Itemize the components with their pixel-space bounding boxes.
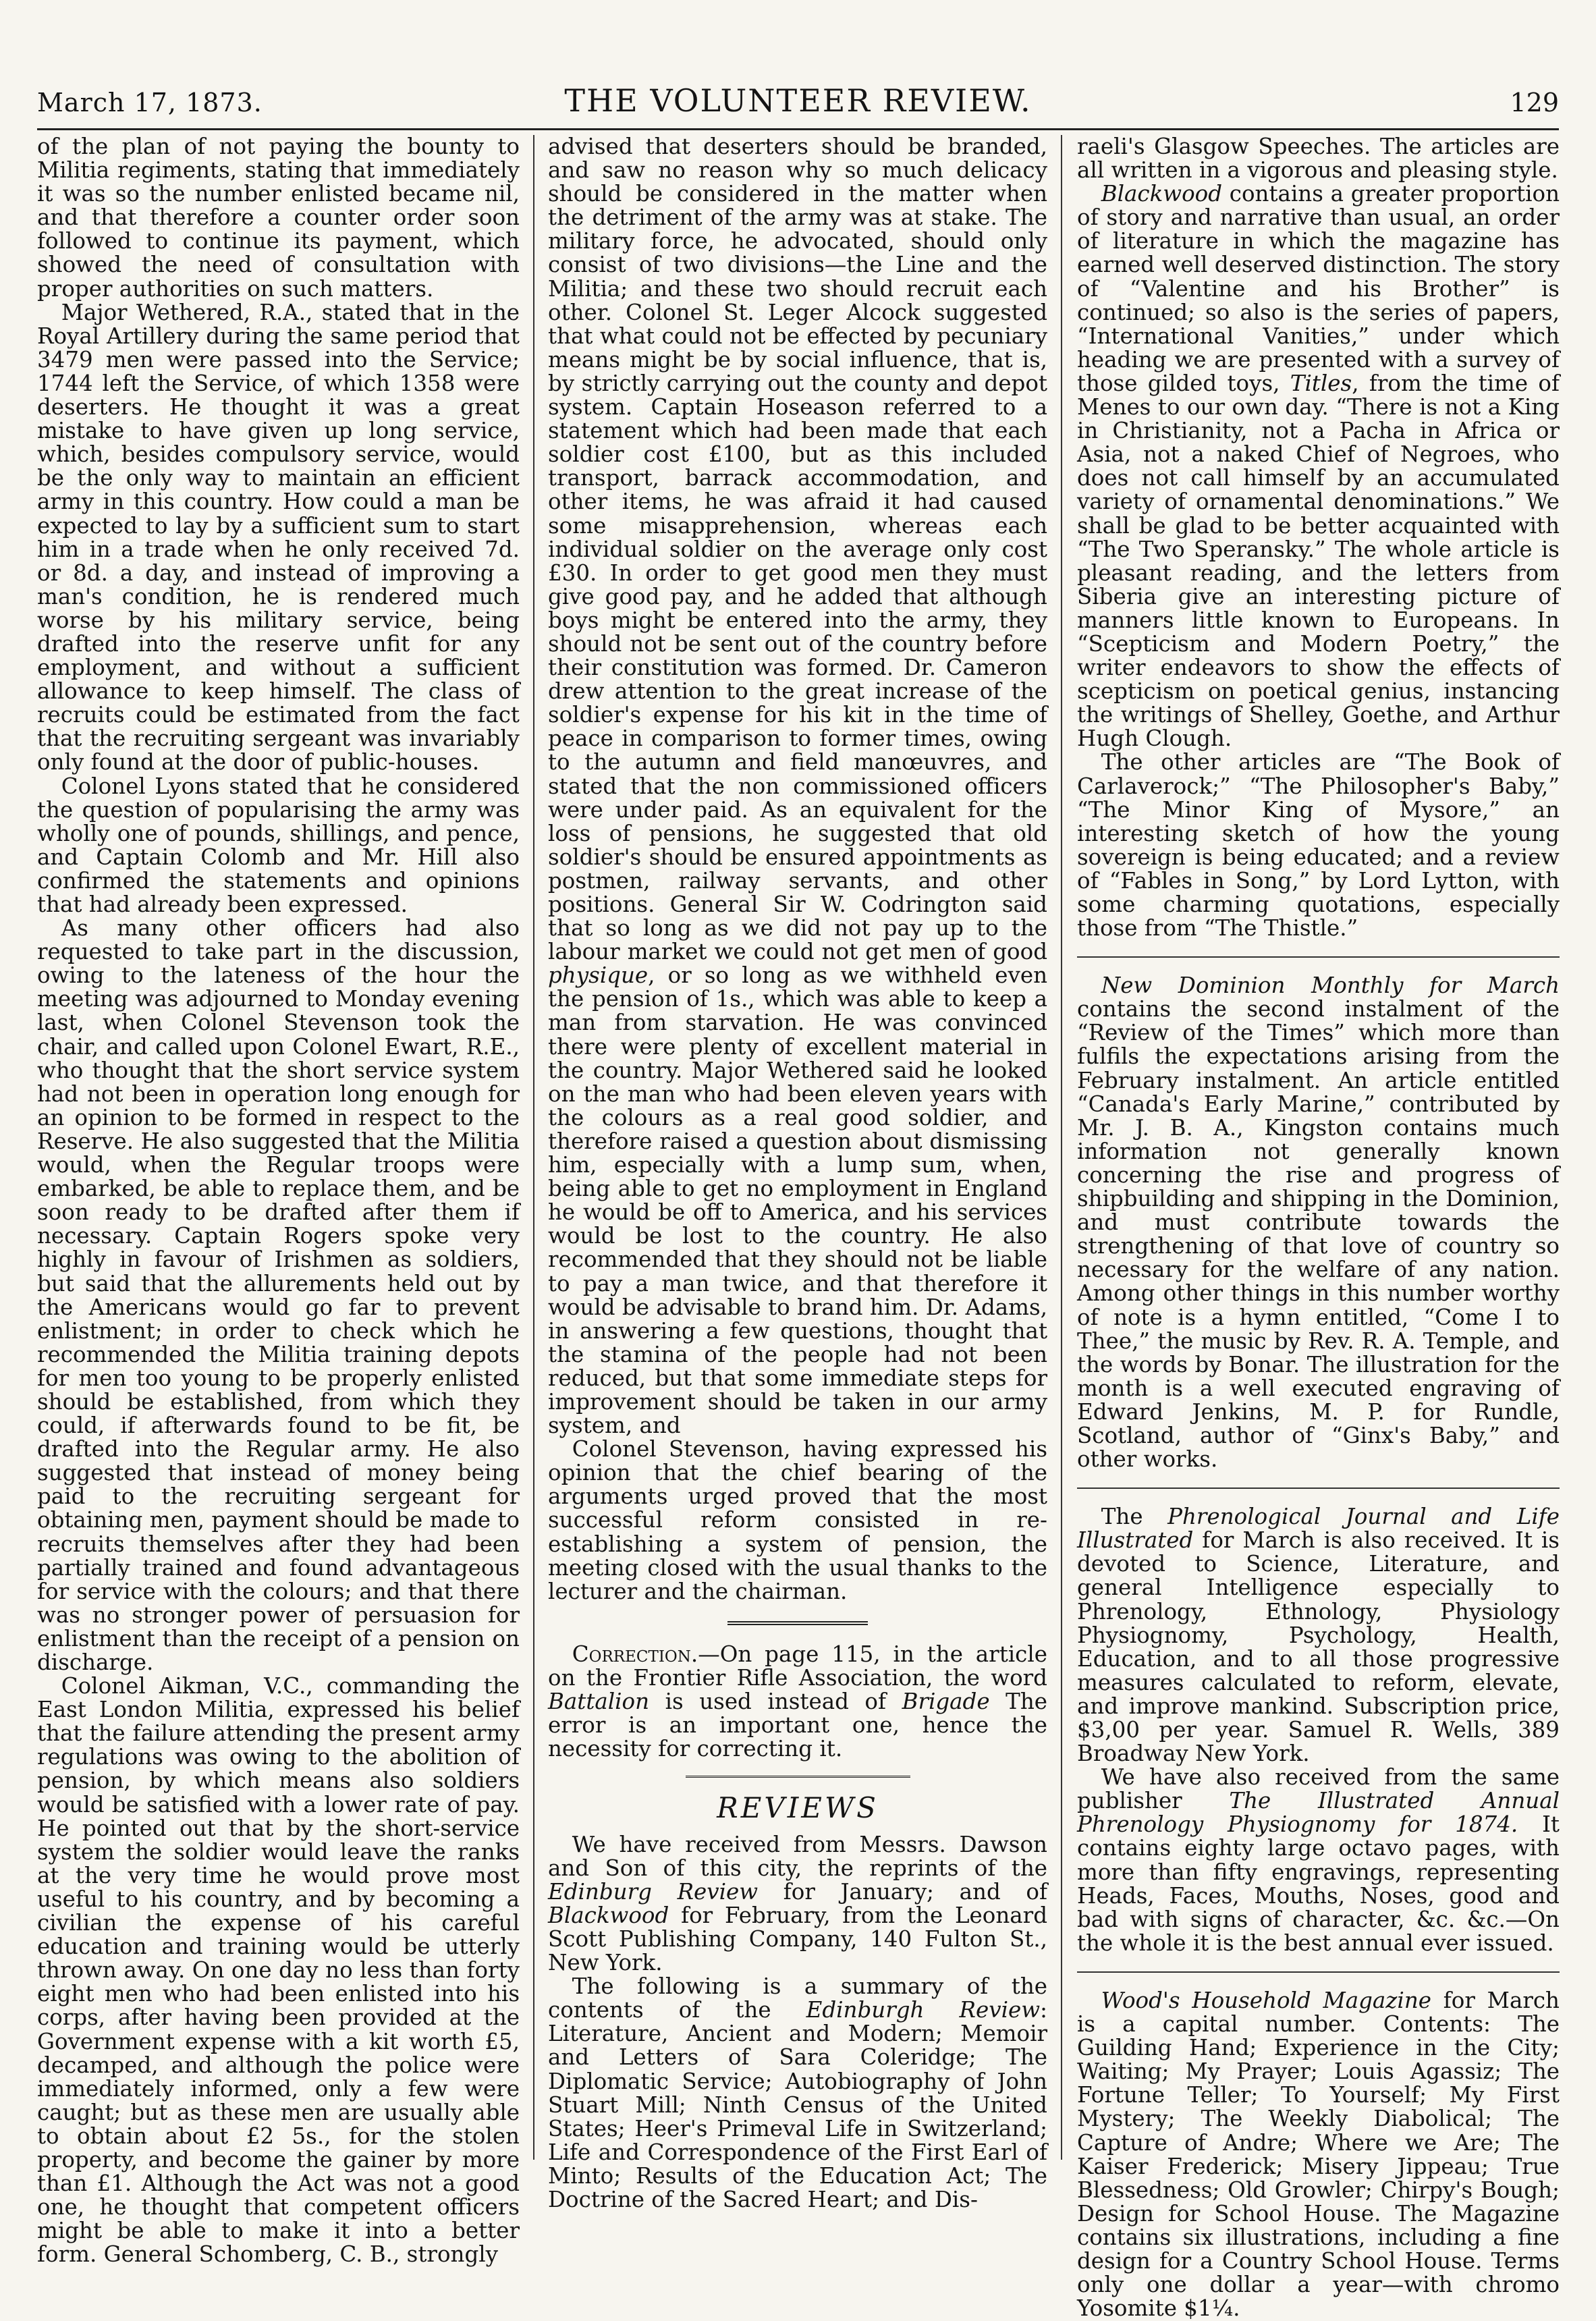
page-number: 129 — [1510, 88, 1559, 117]
correction-notice: Correction.—On page 115, in the article on the Frontier Rifle Association, the word Battalion is used instead of Brigade The error is an important one, hence the necessity for correcting it. — [548, 1641, 1047, 1762]
column-1 — [37, 134, 520, 2268]
header-rule — [37, 128, 1559, 130]
paragraph: Blackwood contains a greater proportion of story and narrative than usual, an order of literature in which the magazine has earned well deserved distinction. The story of “Valentine and his Brother” is continued; so also is the series of papers, “International Vanities,” under which heading we are presented with a survey of those gilded toys, Titles, from the time of Menes to our own day. “There is not a King in Christianity, not a Pacha in Africa or Asia, not a naked Chief of Negroes, who does not call himself by an accumulated variety of ornamental denominations.” We shall be glad to be better acquainted with “The Two Speransky.” The whole article is pleasant reading, and the letters from Siberia give an interesting picture of manners little known to Europeans. In “Scepticism and Modern Poetry,” the writer endeavors to show the effects of scepticism on poetical genius, instancing the writings of Shelley, Goethe, and Arthur Hugh Clough. — [1077, 181, 1560, 752]
section-separator — [727, 1621, 867, 1625]
reviews-heading: REVIEWS — [717, 1791, 879, 1825]
publication-title: THE VOLUNTEER REVIEW. — [564, 82, 1032, 119]
column-divider — [533, 135, 534, 2160]
page-header — [37, 82, 1559, 130]
column-divider — [1061, 135, 1062, 2160]
paragraph: We have received from Messrs. Dawson and Son of this city, the reprints of the Edinburg Review for January; and of Blackwood for February, from the Leonard Scott Publishing Company, 140 Fulton St., New York. — [548, 1831, 1047, 1976]
paragraph: The following is a summary of the contents of the Edinburgh Review: Literature, Ancient and Modern; Memoir and Letters of Sara Coleridge; The Diplomatic Service; Autobiography of John Stuart Mill; Ninth Census of the United States; Heer's Primeval Life in Switzerland; Life and Correspondence of the First Earl of Minto; Results of the Education Act; The Doctrine of the Sacred Heart; and Dis- — [548, 1973, 1047, 2213]
section-separator — [1077, 1487, 1560, 1489]
paragraph: The Phrenological Journal and Life Illustrated for March is also received. It is devoted to Science, Literature, and general Intelligence especially to Phrenology, Ethnology, Physiology Physiognomy, Psychology, Health, Education, and to all those progressive measures calculated to reform, elevate, and improve mankind. Subscription price, $3,00 per year. Samuel R. Wells, 389 Broadway New York. — [1077, 1504, 1560, 1767]
paragraph: As many other officers had also requested to take part in the discussion, owing to the lateness of the hour the meeting was adjourned to Monday evening last, when Colonel Stevenson took the chair, and called upon Colonel Ewart, R.E., who thought that the short service system had not been in operation long enough for an opinion to be formed in respect to the Reserve. He also suggested that the Militia would, when the Regular troops were embarked, be able to replace them, and be soon ready to be drafted after them if necessary. Captain Rogers spoke very highly in favour of Irishmen as soldiers, but said that the allurements held out by the Americans would go far to prevent enlistment; in order to check which he recommended the Militia training depots for men too young to be properly enlisted should be established, from which they could, if afterwards found to be fit, be drafted into the Regular army. He also suggested that instead of money being paid to the recruiting sergeant for obtaining men, payment should be made to recruits themselves after they had been partially trained and found advantageous for service with the colours; and that there was no stronger power of persuasion for enlistment than the receipt of a pension on discharge. — [37, 915, 520, 1675]
paragraph: advised that deserters should be branded, and saw no reason why so much delicacy should be considered in the matter when the detriment of the army was at stake. The military force, he advocated, should only consist of two divisions—the Line and the Militia; and these two should recruit each other. Colonel St. Leger Alcock suggested that what could not be effected by pecuniary means might be by social influence, that is, by strictly carrying out the county and depot system. Captain Hoseason referred to a statement which had been made that each soldier cost £100, but as this included transport, barrack accommodation, and other items, he was afraid it had caused some misapprehension, whereas each individual soldier on the average only cost £30. In order to get good men they must give good pay, and he added that although boys might be entered into the army, they should not be sent out of the country before their constitution was formed. Dr. Cameron drew attention to the great increase of the soldier's expense for his kit in the time of peace in comparison to former times, owing to the autumn and field manœuvres, and stated that the non commissioned officers were under paid. As an equivalent for the loss of pensions, he suggested that old soldier's should be ensured appointments as postmen, railway servants, and other positions. General Sir W. Codrington said that so long as we did not pay up to the labour market we could not get men of good physique, or so long as we withheld even the pension of 1s., which was able to keep a man from starvation. He was convinced there were plenty of excellent material in the country. Major Wethered said he looked on the man who had been eleven years with the colours as a real good soldier, and therefore raised a question about dismissing him, especially with a lump sum, when, being able to get no employment in England he would be off to America, and his services would be lost to the country. He also recommended that they should not be liable to pay a man twice, and that therefore it would be advisable to brand him. Dr. Adams, in answering a few questions, thought that the stamina of the people had not been reduced, but that some immediate steps for improvement should be taken in our army system, and — [548, 134, 1047, 1439]
section-separator — [1077, 956, 1560, 958]
paragraph: New Dominion Monthly for March contains the second instalment of the “Review of the Times” which more than fulfils the expectations arising from the February instalment. An article entitled “Canada's Early Marine,” contributed by Mr. J. B. A., Kingston contains much information not generally known concerning the rise and progress of shipbuilding and shipping in the Dominion, and must contribute towards the strengthening of that love of country so necessary for the welfare of any nation. Among other things in this number worthy of note is a hymn entitled, “Come I to Thee,” the music by Rev. R. A. Temple, and the words by Bonar. The illustration for the month is a well executed engraving of Edward Jenkins, M. P. for Rundle, Scotland, author of “Ginx's Baby,” and other works. — [1077, 973, 1560, 1473]
paragraph: raeli's Glasgow Speeches. The articles are all written in a vigorous and pleasing style. — [1077, 134, 1560, 184]
paragraph: Colonel Lyons stated that he considered the question of popularising the army was wholly one of pounds, shillings, and pence, and Captain Colomb and Mr. Hill also confirmed the statements and opinions that had already been expressed. — [37, 773, 520, 917]
paragraph: Major Wethered, R.A., stated that in the Royal Artillery during the same period that 3479 men were passed into the Service; 1744 left the Service, of which 1358 were deserters. He thought it was a great mistake to have given up long service, which, besides compulsory service, would be the only way to maintain an efficient army in this country. How could a man be expected to lay by a sufficient sum to start him in a trade when he only received 7d. or 8d. a day, and instead of improving a man's condition, he is rendered much worse by his military service, being drafted into the reserve unfit for any employment, and without a sufficient allowance to keep himself. The class of recruits could be estimated from the fact that the recruiting sergeant was invariably only found at the door of public-houses. — [37, 299, 520, 775]
column-3 — [1077, 134, 1560, 2321]
paragraph: Wood's Household Magazine for March is a capital number. Contents: The Guilding Hand; Experience in the City; Waiting; My Prayer; Louis Agassiz; The Fortune Teller; To Yourself; My First Mystery; The Weekly Diabolical; The Capture of Andre; Where we Are; The Kaiser Frederick; Misery Jippeau; True Blessedness; Old Growler; Chirpy's Bough; Design for School House. The Magazine contains six illustrations, including a fine design for a Country School House. Terms only one dollar a year—with chromo Yosomite $1¼. — [1077, 1987, 1560, 2321]
paragraph: Colonel Aikman, V.C., commanding the East London Militia, expressed his belief that the failure attending the present army regulations was owing to the abolition of pension, by which means also soldiers would be satisfied with a lower rate of pay. He pointed out that by the short-service system the soldier would leave the ranks at the very time he would prove most useful to his country, and by becoming a civilian the expense of his careful education and training would be utterly thrown away. On one day no less than forty eight men who had been enlisted into his corps, after having been provided at the Government expense with a kit worth £5, decamped, and although the police were immediately informed, only a few were caught; but as these men are usually able to obtain about £2 5s., for the stolen property, and become the gainer by more than £1. Although the Act was not a good one, he thought that competent officers might be able to make it into a better form. General Schomberg, C. B., strongly — [37, 1673, 520, 2268]
paragraph: The other articles are “The Book of Carlaverock;” “The Philosopher's Baby,” “The Minor King of Mysore,” an interesting sketch of how the young sovereign is being educated; and a review of “Fables in Song,” by Lord Lytton, with some charming quotations, especially those from “The Thistle.” — [1077, 749, 1560, 941]
paragraph: We have also received from the same publisher The Illustrated Annual Phrenology Physiognomy for 1874. It contains eighty large octavo pages, with more than fifty engravings, representing Heads, Faces, Mouths, Noses, good and bad with signs of character, &c. &c.—On the whole it is the best annual ever issued. — [1077, 1764, 1560, 1956]
issue-date: March 17, 1873. — [37, 88, 263, 117]
paragraph: Colonel Stevenson, having expressed his opinion that the chief bearing of the arguments urged proved that the most successful reform consisted in re-establishing a system of pension, the meeting closed with the usual thanks to the lecturer and the chairman. — [548, 1436, 1047, 1604]
section-separator — [686, 1776, 910, 1778]
section-separator — [1077, 1971, 1560, 1973]
paragraph: of the plan of not paying the bounty to Militia regiments, stating that immediately it was so the number enlisted became nil, and that therefore a counter order soon followed to continue its payment, which showed the need of consultation with proper authorities on such matters. — [37, 134, 520, 302]
column-2 — [548, 134, 1047, 2213]
